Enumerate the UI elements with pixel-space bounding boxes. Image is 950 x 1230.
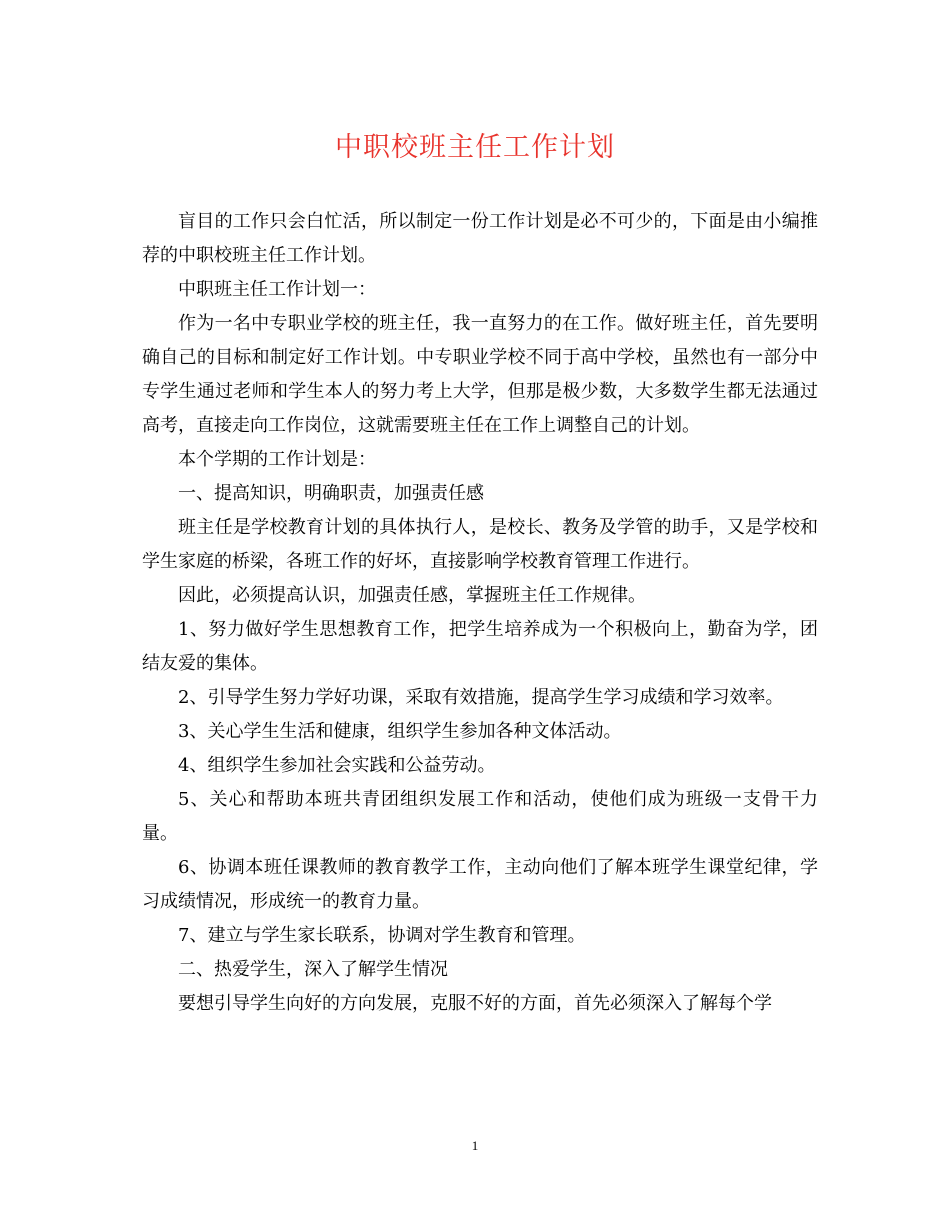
paragraph: 班主任是学校教育计划的具体执行人，是校长、教务及学管的助手，又是学校和学生家庭的桥梁，各班工作的好坏，直接影响学校教育管理工作进行。 [142,517,818,572]
page-number: 1 [471,1138,479,1153]
document-body [142,205,818,1021]
paragraph: 本个学期的工作计划是： [178,449,376,470]
document-title: 中职校班主任工作计划 [335,132,615,163]
list-item: 5、关心和帮助本班共青团组织发展工作和活动，使他们成为班级一支骨干力量。 [142,789,818,844]
paragraph: 作为一名中专职业学校的班主任，我一直努力的在工作。做好班主任，首先要明确自己的目标和制定好工作计划。中专职业学校不同于高中学校，虽然也有一部分中专学生通过老师和学生本人的努力考上大学，但那是极少数，大多数学生都无法通过高考，直接走向工作岗位，这就需要班主任在工作上调整自己的计划。 [142,313,818,436]
list-item: 2、引导学生努力学好功课，采取有效措施，提高学生学习成绩和学习效率。 [178,687,784,708]
section-heading: 一、提高知识，明确职责，加强责任感 [178,483,484,504]
paragraph: 要想引导学生向好的方向发展，克服不好的方面，首先必须深入了解每个学 [178,993,772,1014]
paragraph: 中职班主任工作计划一： [178,279,376,300]
paragraph: 因此，必须提高认识，加强责任感，掌握班主任工作规律。 [178,585,646,606]
list-item: 1、努力做好学生思想教育工作，把学生培养成为一个积极向上，勤奋为学，团结友爱的集体。 [142,619,818,674]
list-item: 6、协调本班任课教师的教育教学工作，主动向他们了解本班学生课堂纪律，学习成绩情况，形成统一的教育力量。 [142,857,818,912]
paragraph: 盲目的工作只会白忙活，所以制定一份工作计划是必不可少的，下面是由小编推荐的中职校班主任工作计划。 [142,211,818,266]
list-item: 3、关心学生生活和健康，组织学生参加各种文体活动。 [178,721,622,742]
list-item: 4、组织学生参加社会实践和公益劳动。 [178,755,496,776]
list-item: 7、建立与学生家长联系，协调对学生教育和管理。 [178,925,586,946]
section-heading: 二、热爱学生，深入了解学生情况 [178,959,448,980]
